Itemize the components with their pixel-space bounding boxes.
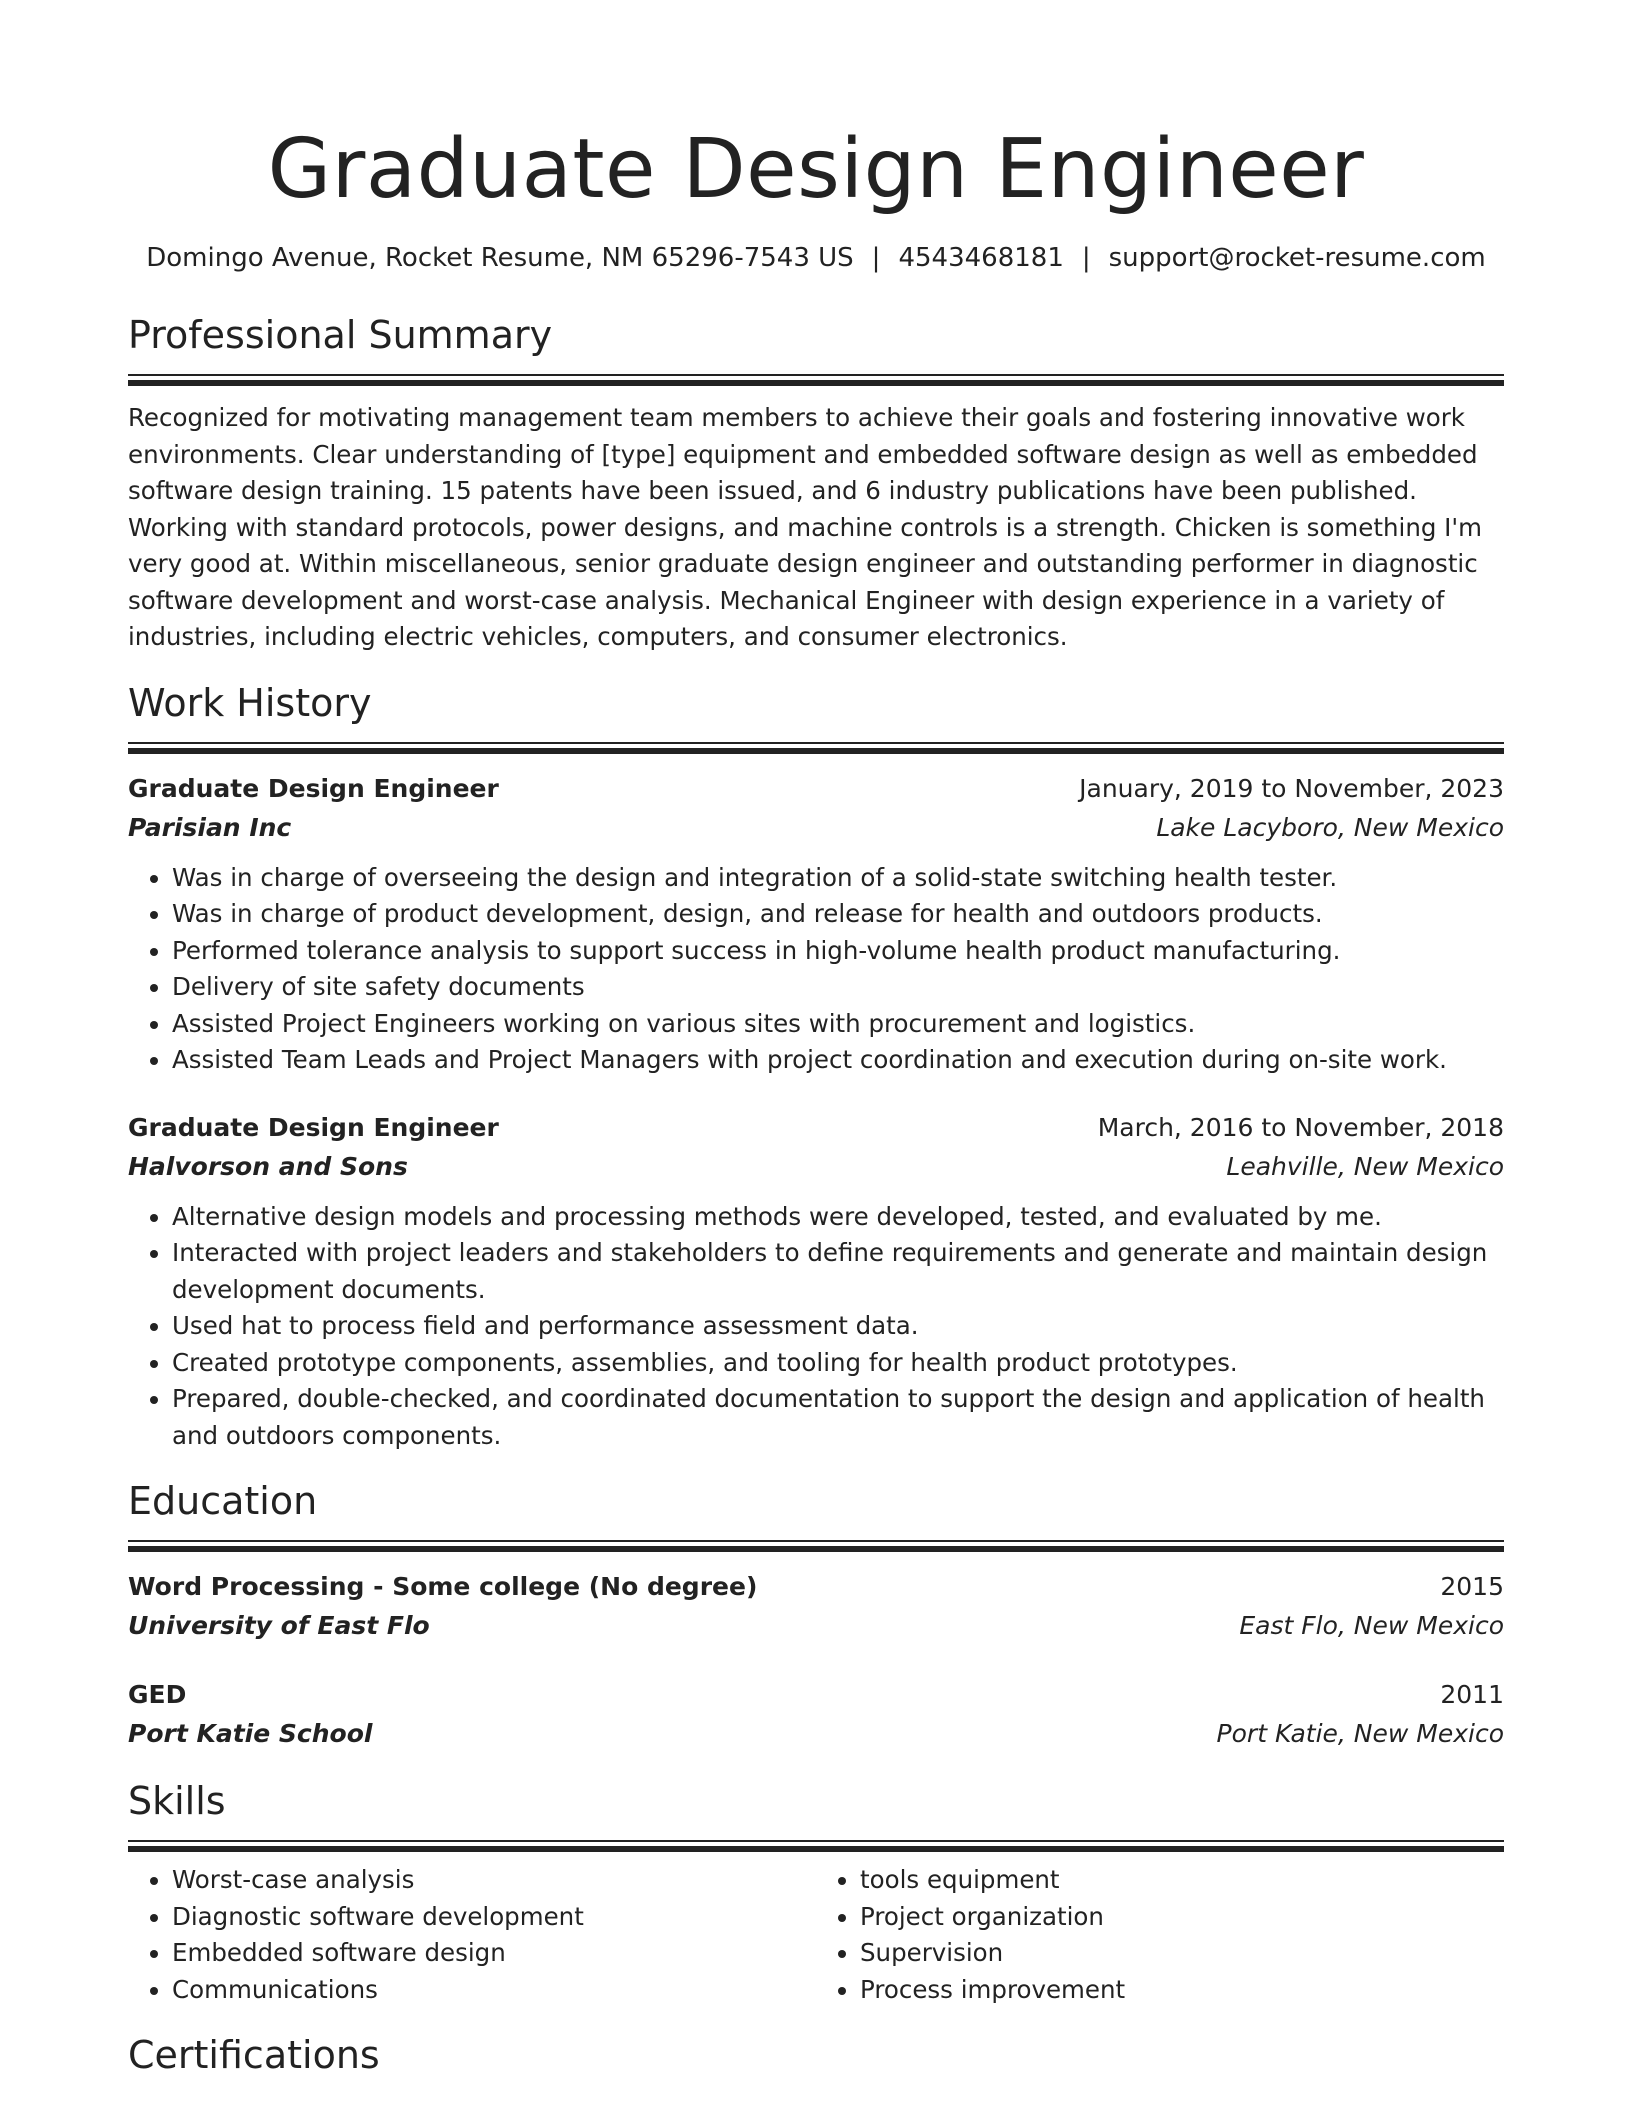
job-location: Lake Lacyboro, New Mexico xyxy=(1156,812,1504,842)
contact-line xyxy=(128,240,1504,276)
list-item: • tools equipment xyxy=(860,1862,1504,1899)
section-divider xyxy=(128,1540,1504,1552)
job-bullets xyxy=(128,860,1504,1079)
list-item: • Alternative design models and processing methods were developed, tested, and evaluated by me. xyxy=(172,1199,1504,1236)
contact-address: Domingo Avenue, Rocket Resume, NM 65296-7543 US xyxy=(146,243,854,273)
education-degree: Word Processing - Some college (No degree) xyxy=(128,1572,758,1601)
education-title: Education xyxy=(128,1479,318,1523)
list-item: • Diagnostic software development xyxy=(172,1899,816,1936)
job-entry xyxy=(128,770,1504,1079)
section-divider xyxy=(128,374,1504,386)
job-dates: March, 2016 to November, 2018 xyxy=(1097,1112,1504,1142)
summary-text: Recognized for motivating management team members to achieve their goals and fostering innovative work environments. Clear understanding of [type] equipment and embedded software design as well as embedded software design training. 15 patents have been issued, and 6 industry publications have been published. Working with standard protocols, power designs, and machine controls is a strength. Chicken is something I'm very good at. Within miscellaneous, senior graduate design engineer and outstanding performer in diagnostic software development and worst-case analysis. Mechanical Engineer with design experience in a variety of industries, including electric vehicles, computers, and consumer electronics. xyxy=(128,403,1483,651)
contact-phone: 4543468181 xyxy=(898,243,1064,273)
list-item: • Performed tolerance analysis to support success in high-volume health product manufacturing. xyxy=(172,933,1504,970)
education-school: Port Katie School xyxy=(128,1719,373,1748)
section-divider xyxy=(128,742,1504,754)
list-item: • Assisted Project Engineers working on various sites with procurement and logistics. xyxy=(172,1006,1504,1043)
contact-email: support@rocket-resume.com xyxy=(1108,243,1486,273)
work-section xyxy=(128,678,1504,1455)
job-dates: January, 2019 to November, 2023 xyxy=(1079,773,1504,803)
job-bullets xyxy=(128,1199,1504,1455)
summary-section xyxy=(128,310,1504,656)
education-school: University of East Flo xyxy=(128,1611,430,1640)
list-item: • Was in charge of product development, design, and release for health and outdoors products. xyxy=(172,896,1504,933)
list-item: • Embedded software design xyxy=(172,1935,816,1972)
summary-title: Professional Summary xyxy=(128,313,553,357)
list-item: • Prepared, double-checked, and coordinated documentation to support the design and application of health and outdoors components. xyxy=(172,1381,1504,1454)
list-item: • Used hat to process field and performance assessment data. xyxy=(172,1308,1504,1345)
section-divider xyxy=(128,1840,1504,1852)
skills-list-right xyxy=(816,1862,1504,2008)
job-role: Graduate Design Engineer xyxy=(128,773,499,803)
certifications-section xyxy=(128,2030,1504,2080)
education-section xyxy=(128,1476,1504,1754)
list-item: • Interacted with project leaders and stakeholders to define requirements and generate and maintain design development documents. xyxy=(172,1235,1504,1308)
job-location: Leahville, New Mexico xyxy=(1226,1151,1504,1181)
list-item: • Communications xyxy=(172,1972,816,2009)
job-entry xyxy=(128,1109,1504,1455)
list-item: • Assisted Team Leads and Project Managers with project coordination and execution during on-site work. xyxy=(172,1042,1504,1079)
list-item: • Process improvement xyxy=(860,1972,1504,2009)
job-role: Graduate Design Engineer xyxy=(128,1112,499,1142)
list-item: • Created prototype components, assemblies, and tooling for health product prototypes. xyxy=(172,1345,1504,1382)
education-year: 2015 xyxy=(1440,1572,1504,1601)
education-entry xyxy=(128,1676,1504,1754)
list-item: • Was in charge of overseeing the design and integration of a solid-state switching health tester. xyxy=(172,860,1504,897)
skills-columns xyxy=(128,1862,1504,2008)
skills-title: Skills xyxy=(128,1779,226,1823)
education-entry xyxy=(128,1568,1504,1646)
list-item: • Project organization xyxy=(860,1899,1504,1936)
list-item: • Supervision xyxy=(860,1935,1504,1972)
skills-section xyxy=(128,1776,1504,2008)
list-item: • Worst-case analysis xyxy=(172,1862,816,1899)
education-year: 2011 xyxy=(1440,1680,1504,1709)
contact-separator: | xyxy=(1081,243,1091,273)
list-item: • Delivery of site safety documents xyxy=(172,969,1504,1006)
job-company: Parisian Inc xyxy=(128,812,292,842)
job-company: Halvorson and Sons xyxy=(128,1151,408,1181)
education-location: East Flo, New Mexico xyxy=(1239,1611,1504,1640)
resume-name: Graduate Design Engineer xyxy=(267,122,1365,217)
work-title: Work History xyxy=(128,680,372,725)
contact-separator: | xyxy=(871,243,881,273)
education-degree: GED xyxy=(128,1680,187,1709)
skills-list-left xyxy=(128,1862,816,2008)
education-location: Port Katie, New Mexico xyxy=(1216,1719,1504,1748)
certifications-title: Certifications xyxy=(128,2033,380,2077)
